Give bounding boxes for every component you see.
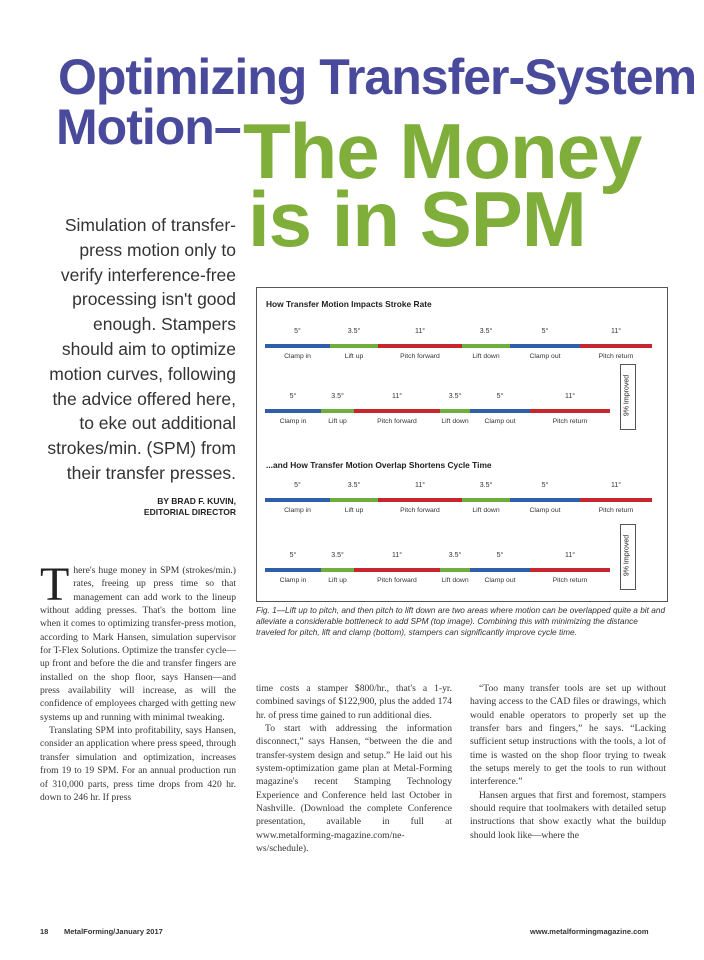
timeline-phase-label: Lift down: [441, 577, 469, 584]
timeline-segment: [510, 498, 580, 502]
timeline-degree: 5°: [289, 393, 297, 400]
timeline-phase-label: Clamp in: [279, 577, 307, 584]
timeline-degree: 11°: [610, 482, 622, 489]
title-line-4: is in SPM: [248, 175, 586, 263]
timeline-segment: [354, 568, 440, 572]
timeline-phase-label: Clamp in: [284, 507, 311, 514]
timeline-segment: [354, 409, 440, 413]
timeline-segment: [580, 344, 652, 348]
timeline-phase-label: Pitch return: [552, 577, 588, 584]
improved-label-2: 9% Improved: [623, 534, 631, 577]
timeline-degree: 11°: [391, 393, 403, 400]
figure-caption: Fig. 1—Lift up to pitch, and then pitch to lift down are two areas where motion can be overlapped quite a bit and alleviate a considerable bottleneck to add SPM (top image). Combining this with minimizing the distance traveled for pitch, lift and clamp (bottom), stampers can significantly improve cycle time.: [256, 605, 666, 637]
timeline-phase-label: Clamp in: [284, 353, 311, 360]
drop-cap: T: [40, 564, 70, 611]
body-paragraph: Translating SPM into profitability, says Hansen, consider an application where press speed, through transfer simulation and optimization, increases from 19 to 19 SPM. For an annual production run of 310,000 parts, press time drops from 420 hr. down to 246 hr. If press: [40, 725, 236, 803]
timeline-degree: 3.5°: [347, 482, 361, 489]
timeline-segment: [378, 344, 462, 348]
timeline-segment: [510, 344, 580, 348]
timeline-degree: 11°: [414, 328, 426, 335]
timeline-phase-label: Lift up: [328, 418, 347, 425]
body-paragraph: There's huge money in SPM (strokes/min.) rates, freeing up press time so that management can add work to the lineup without adding presses. That's the bottom line when it comes to optimizing transfer-press motion, according to Mark Hansen, simulation supervisor for T-Flex Solutions. Optimize the transfer cycle—up front and before the die and transfer fingers are installed on the shop floor, says Hansen—and press availability will increase, as will the confidence of employees charged with getting new systems up and running with minimal tweaking.: [40, 564, 236, 723]
timeline-phase-label: Lift up: [344, 507, 364, 514]
timeline-degree: 5°: [294, 328, 301, 335]
timeline-phase-label: Pitch forward: [400, 507, 440, 514]
improved-label-1: 9% Improved: [623, 374, 631, 417]
title-line-3: The Money: [243, 107, 642, 195]
timeline-segment: [470, 409, 530, 413]
body-paragraph: To start with addressing the information disconnect,” says Hansen, “between the die and transfer-system design and setup.” He laid out his system-optimization game plan at Metal-Forming magazine's recent Stamping Technology Experience and Conference held last October in Nashville. (Download the complete Conference presentation, available in full at www.metalforming-magazine.com/ne-ws/schedule).: [256, 723, 452, 855]
byline: [100, 496, 236, 518]
timeline-degree: 5°: [541, 328, 549, 335]
timeline-segment: [440, 409, 470, 413]
timeline-degree: 11°: [564, 393, 576, 400]
timeline-phase-label: Pitch forward: [400, 353, 440, 360]
timeline-degree: 3.5°: [448, 393, 462, 400]
timeline-segment: [265, 409, 321, 413]
timeline-degree: 11°: [414, 482, 426, 489]
body-paragraph: time costs a stamper $800/hr., that's a 1-yr. combined savings of $122,900, plus the added 174 hr. of press time gained to run additional dies.: [256, 683, 452, 721]
timeline-segment: [321, 409, 354, 413]
byline-title: EDITORIAL DIRECTOR: [143, 507, 236, 517]
timeline-segment: [330, 344, 378, 348]
timeline-segment: [530, 409, 610, 413]
body-paragraph: Hansen argues that first and foremost, stampers should require that toolmakers with detailed setup instructions that show exactly what the buildup should look like—where the: [470, 789, 666, 841]
timeline-degree: 5°: [496, 393, 504, 400]
timeline-phase-label: Clamp out: [529, 353, 561, 360]
footer-magazine: MetalForming/January 2017: [64, 927, 163, 936]
timeline-phase-label: Pitch return: [598, 353, 634, 360]
timeline-segment: [330, 498, 378, 502]
timeline-phase-label: Pitch return: [552, 418, 588, 425]
timeline-degree: 3.5°: [347, 328, 361, 335]
timeline-segment: [265, 498, 330, 502]
timeline-segment: [530, 568, 610, 572]
body-paragraph: “Too many transfer tools are set up without having access to the CAD files or drawings, which would enable operators to properly set up the transfer bars and fingers,” he says. “Lacking sufficient setup instructions with the tools, a lot of time is wasted on the shop floor trying to tweak the setups merely to get the tools to run without interference.”: [470, 683, 666, 788]
timeline-degree: 3.5°: [479, 482, 493, 489]
timeline-phase-label: Lift down: [472, 353, 500, 360]
timeline-degree: 11°: [610, 328, 622, 335]
timeline-degree: 3.5°: [331, 393, 344, 400]
timeline-degree: 5°: [289, 552, 297, 559]
timeline-segment: [470, 568, 530, 572]
timeline-phase-label: Clamp out: [484, 418, 516, 425]
footer-url: www.metalformingmagazine.com: [530, 927, 649, 936]
timeline-phase-label: Lift up: [344, 353, 364, 360]
timeline-phase-label: Pitch return: [598, 507, 634, 514]
body-column-2: [256, 682, 452, 916]
timeline-phase-label: Clamp out: [484, 577, 516, 584]
timeline-segment: [462, 344, 510, 348]
title-line-1: Optimizing Transfer-System: [58, 49, 697, 105]
timeline-degree: 3.5°: [448, 552, 462, 559]
body-column-1: [40, 564, 236, 916]
timeline-phase-label: Lift up: [328, 577, 347, 584]
timeline-phase-label: Pitch forward: [377, 577, 417, 584]
timeline-degree: 3.5°: [479, 328, 493, 335]
timeline-phase-label: Lift down: [441, 418, 469, 425]
timeline-phase-label: Pitch forward: [377, 418, 417, 425]
deck-text: Simulation of transfer-press motion only to verify interference-free processing isn't good enough. Stampers should aim to optimize motion curves, following the advice offered here, to eke out additional strokes/min. (SPM) from their transfer presses.: [47, 215, 236, 483]
timeline-segment: [440, 568, 470, 572]
timeline-segment: [321, 568, 354, 572]
timeline-degree: 3.5°: [331, 552, 344, 559]
figure-section-2-title: ...and How Transfer Motion Overlap Shortens Cycle Time: [266, 460, 492, 470]
figure-section-1-title: How Transfer Motion Impacts Stroke Rate: [266, 299, 432, 309]
timeline-segment: [265, 568, 321, 572]
page-number: 18: [40, 927, 49, 936]
byline-author: BY BRAD F. KUVIN,: [157, 496, 236, 506]
timeline-degree: 5°: [541, 482, 549, 489]
body-column-3: [470, 682, 666, 916]
timeline-segment: [378, 498, 462, 502]
timeline-segment: [580, 498, 652, 502]
timeline-degree: 11°: [391, 552, 403, 559]
title-line-2: Motion–: [56, 99, 241, 155]
timeline-phase-label: Clamp in: [279, 418, 307, 425]
timeline-degree: 5°: [496, 552, 504, 559]
timeline-degree: 5°: [294, 482, 301, 489]
timeline-segment: [462, 498, 510, 502]
timeline-segment: [265, 344, 330, 348]
timeline-phase-label: Lift down: [472, 507, 500, 514]
timeline-degree: 11°: [564, 552, 576, 559]
timeline-phase-label: Clamp out: [529, 507, 561, 514]
figure-box: [256, 287, 668, 602]
